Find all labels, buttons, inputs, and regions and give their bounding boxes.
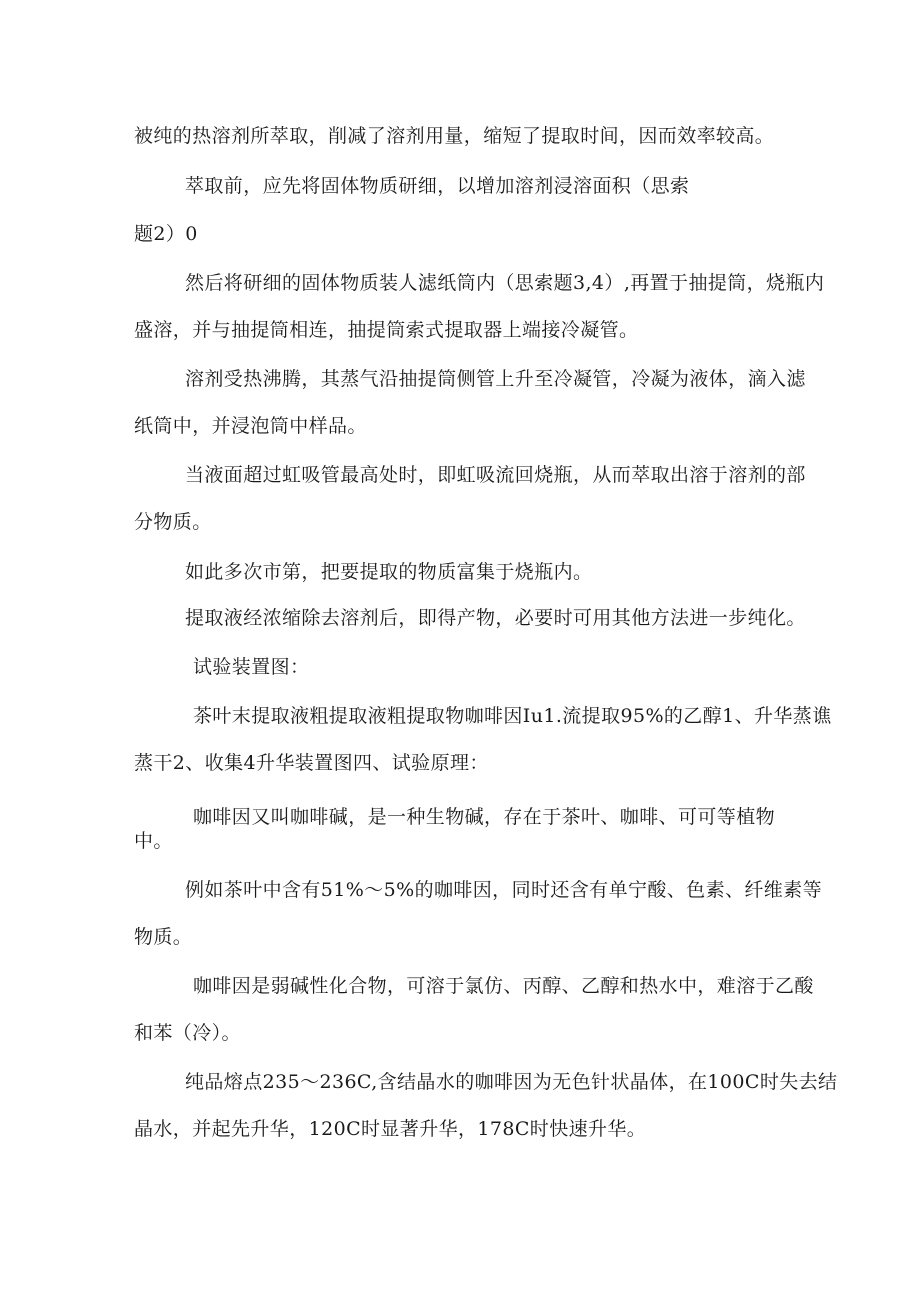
text-line: 当液面超过虹吸管最高处时，即虹吸流回烧瓶，从而萃取出溶于溶剂的部 bbox=[185, 464, 806, 486]
text-line: 溶剂受热沸腾，其蒸气沿抽提筒侧管上升至冷凝管，冷凝为液体，滴入滤 bbox=[185, 368, 806, 390]
text-line: 物质。 bbox=[134, 926, 193, 948]
text-line: 纯品熔点235～236C,含结晶水的咖啡因为无色针状晶体，在100C时失去结 bbox=[185, 1071, 838, 1093]
text-line: 如此多次市第，把要提取的物质富集于烧瓶内。 bbox=[185, 561, 593, 583]
text-line: 然后将研细的固体物质装人滤纸筒内（思索题3,4）,再置于抽提筒，烧瓶内 bbox=[185, 272, 825, 294]
text-line: 题2）0 bbox=[134, 223, 198, 245]
text-line: 茶叶末提取液粗提取液粗提取物咖啡因Iu1.流提取95%的乙醇1、升华蒸谯 bbox=[193, 705, 832, 727]
text-line: 晶水，并起先升华，120C时显著升华，178C时快速升华。 bbox=[134, 1118, 647, 1140]
text-line: 和苯（冷）。 bbox=[134, 1022, 241, 1044]
text-line: 纸筒中，并浸泡筒中样品。 bbox=[134, 415, 367, 437]
text-line: 咖啡因又叫咖啡碱，是一种生物碱，存在于茶叶、咖啡、可可等植物 bbox=[193, 806, 776, 828]
text-line: 例如茶叶中含有51%～5%的咖啡因，同时还含有单宁酸、色素、纤维素等 bbox=[185, 879, 822, 901]
text-line: 提取液经浓缩除去溶剂后，即得产物，必要时可用其他方法进一步纯化。 bbox=[185, 607, 806, 629]
text-line: 分物质。 bbox=[134, 511, 212, 533]
text-line: 试验装置图： bbox=[193, 656, 310, 678]
text-line: 咖啡因是弱碱性化合物，可溶于氯仿、丙醇、乙醇和热水中，难溶于乙酸 bbox=[193, 975, 814, 997]
text-line: 盛溶，并与抽提筒相连，抽提筒索式提取器上端接冷凝管。 bbox=[134, 319, 639, 341]
text-line: 萃取前，应先将固体物质研细，以增加溶剂浸溶面积（思索 bbox=[185, 175, 690, 197]
text-line: 被纯的热溶剂所萃取，削减了溶剂用量，缩短了提取时间，因而效率较高。 bbox=[134, 125, 775, 147]
text-line: 中。 bbox=[134, 830, 173, 852]
text-line: 蒸干2、收集4升华装置图四、试验原理： bbox=[134, 752, 489, 774]
